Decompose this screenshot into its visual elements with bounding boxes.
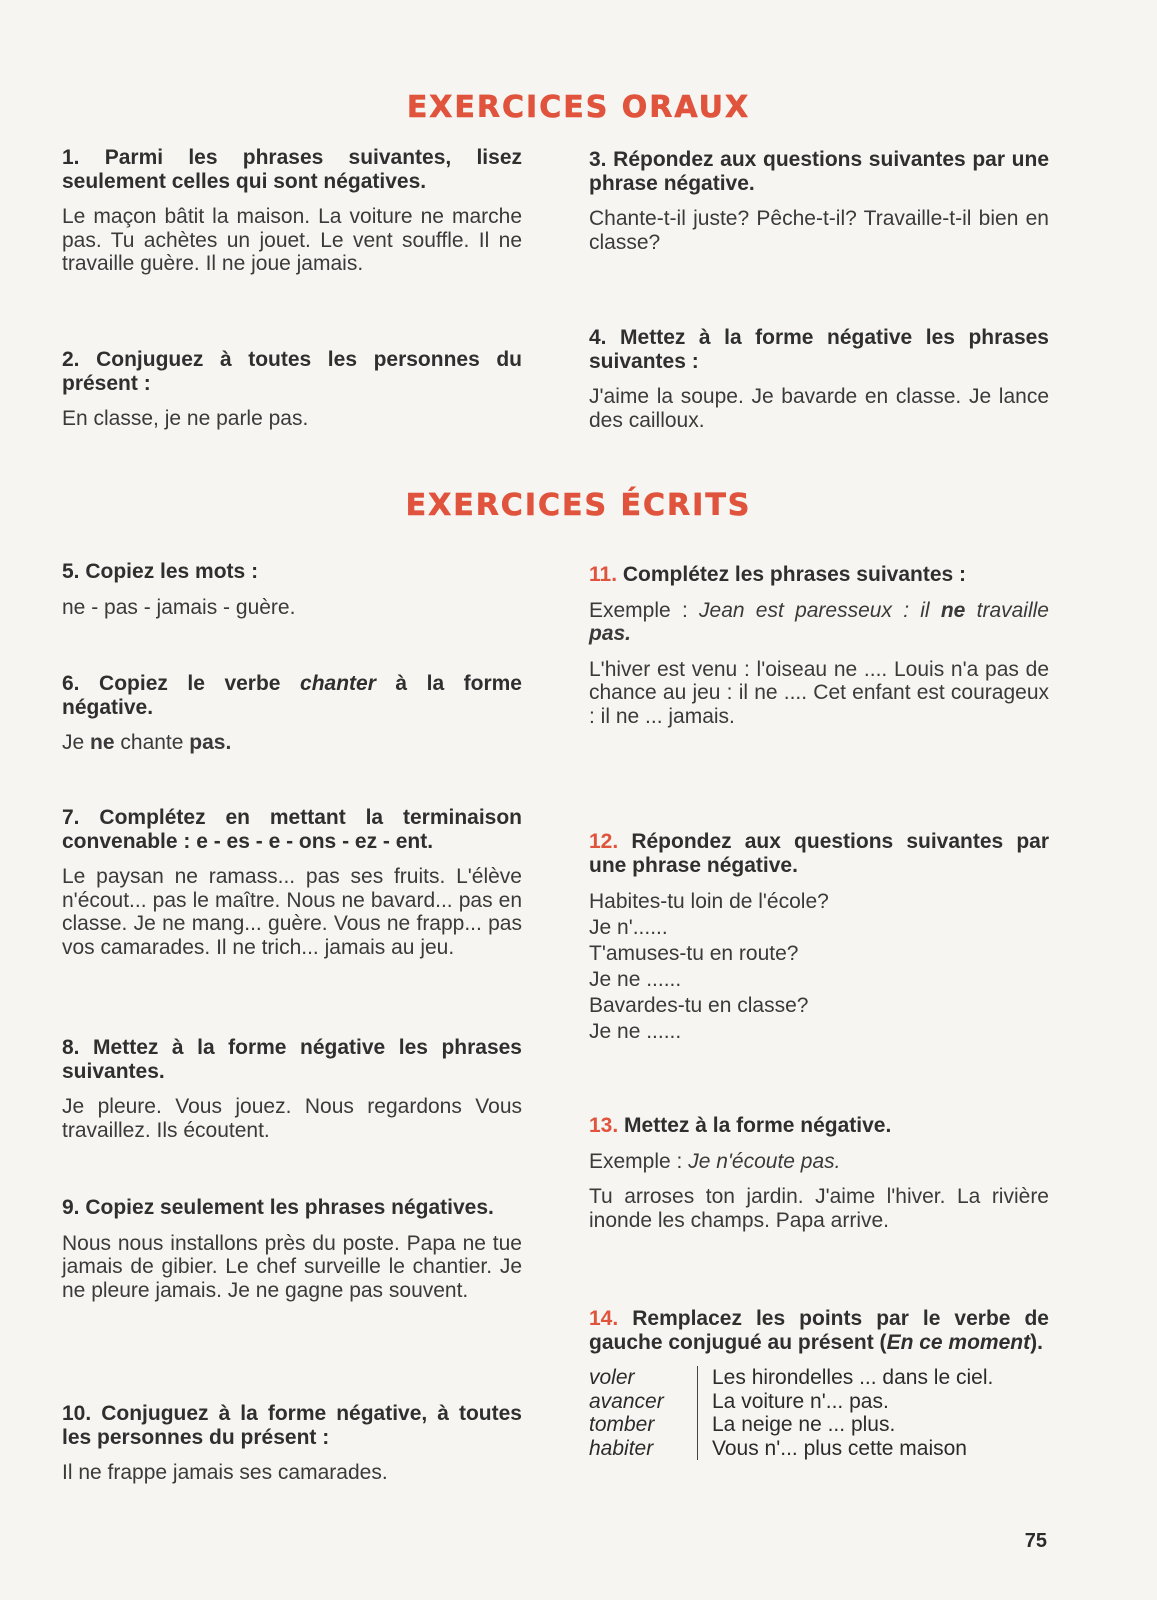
exercise-title: 1. Parmi les phrases suivantes, lisez seulement celles qui sont négatives. xyxy=(62,146,522,193)
exercise-10 xyxy=(62,1402,522,1497)
list-item: Je n'...... xyxy=(589,916,668,939)
exercise-3 xyxy=(589,148,1049,266)
exercise-body: Il ne frappe jamais ses camarades. xyxy=(62,1461,388,1484)
exercise-body: Chante-t-il juste? Pêche-t-il? Travaille-t-il bien en classe? xyxy=(589,207,1049,254)
exercise-example: Exemple : Je n'écoute pas. xyxy=(589,1149,841,1173)
exercise-title: 6. Copiez le verbe chanter à la forme négative. xyxy=(62,672,522,719)
verb-item: habiter xyxy=(589,1436,654,1460)
exercise-example: Exemple : Jean est paresseux : il ne travaille pas. xyxy=(589,598,1049,645)
sentence-item: Vous n'... plus cette maison xyxy=(712,1436,967,1460)
heading-exercices-ecrits: EXERCICES ÉCRITS xyxy=(405,488,752,523)
exercise-title: 2. Conjuguez à toutes les personnes du présent : xyxy=(62,348,522,395)
exercise-title: 4. Mettez à la forme négative les phrases suivantes : xyxy=(589,326,1049,373)
exercise-11 xyxy=(589,563,1049,740)
verb-item: tomber xyxy=(589,1413,655,1436)
exercise-body: ne - pas - jamais - guère. xyxy=(62,595,296,619)
list-item: Bavardes-tu en classe? xyxy=(589,994,809,1017)
page-number: 75 xyxy=(1024,1530,1047,1552)
exercise-14 xyxy=(589,1307,1049,1460)
exercise-body: Le maçon bâtit la maison. La voiture ne marche pas. Tu achètes un jouet. Le vent souffle. Il ne travaille guère. Il ne joue jamais. xyxy=(62,205,522,275)
exercise-body: En classe, je ne parle pas. xyxy=(62,407,309,430)
exercise-7 xyxy=(62,806,522,971)
exercise-13 xyxy=(589,1114,1049,1244)
exercise-5 xyxy=(62,560,522,631)
list-item: Habites-tu loin de l'école? xyxy=(589,890,829,913)
exercise-title: 7. Complétez en mettant la terminaison convenable : e - es - e - ons - ez - ent. xyxy=(62,806,522,853)
exercise-body: Tu arroses ton jardin. J'aime l'hiver. La rivière inonde les champs. Papa arrive. xyxy=(589,1185,1049,1232)
heading-exercices-oraux: EXERCICES ORAUX xyxy=(406,90,751,125)
sentence-column xyxy=(698,1366,993,1460)
exercise-title: 13. Mettez à la forme négative. xyxy=(589,1114,892,1137)
list-item: T'amuses-tu en route? xyxy=(589,942,799,965)
sentence-item: La voiture n'... pas. xyxy=(712,1389,889,1413)
exercise-2 xyxy=(62,348,522,443)
exercise-body: Je pleure. Vous jouez. Nous regardons Vous travaillez. Ils écoutent. xyxy=(62,1095,522,1142)
exercise-4 xyxy=(589,326,1049,444)
list-item: Je ne ...... xyxy=(589,1020,682,1043)
exercise-body: Le paysan ne ramass... pas ses fruits. L'élève n'écout... pas le maître. Nous ne bavard... pas en classe. Je ne mang... guère. Vous ne frapp... pas vos camarades. Il ne trich... jamais au jeu. xyxy=(62,865,522,959)
exercise-title: 5. Copiez les mots : xyxy=(62,560,259,583)
exercise-12 xyxy=(589,830,1049,1057)
exercise-title: 8. Mettez à la forme négative les phrases suivantes. xyxy=(62,1036,522,1083)
exercise-6 xyxy=(62,672,522,767)
exercise-1 xyxy=(62,146,522,288)
exercise-title: 10. Conjuguez à la forme négative, à toutes les personnes du présent : xyxy=(62,1402,522,1449)
verb-item: avancer xyxy=(589,1389,664,1413)
exercise-body: L'hiver est venu : l'oiseau ne .... Louis n'a pas de chance au jeu : il ne .... Cet enfant est courageux : il ne ... jamais. xyxy=(589,657,1049,728)
sentence-item: Les hirondelles ... dans le ciel. xyxy=(712,1366,994,1389)
sentence-item: La neige ne ... plus. xyxy=(712,1413,896,1436)
exercise-body xyxy=(589,889,1049,1045)
exercise-title: 14. Remplacez les points par le verbe de gauche conjugué au présent (En ce moment). xyxy=(589,1307,1049,1354)
exercise-8 xyxy=(62,1036,522,1154)
verb-item: voler xyxy=(589,1366,635,1389)
exercise-title: 3. Répondez aux questions suivantes par une phrase négative. xyxy=(589,148,1049,195)
exercise-body: J'aime la soupe. Je bavarde en classe. Je lance des cailloux. xyxy=(589,385,1049,432)
exercise-title: 12. Répondez aux questions suivantes par une phrase négative. xyxy=(589,830,1049,877)
exercise-title: 9. Copiez seulement les phrases négatives. xyxy=(62,1196,494,1219)
exercise-body: Je ne chante pas. xyxy=(62,731,232,754)
verb-table xyxy=(589,1366,1049,1460)
verb-column xyxy=(589,1366,698,1460)
list-item: Je ne ...... xyxy=(589,968,682,991)
exercise-9 xyxy=(62,1196,522,1314)
exercise-body: Nous nous installons près du poste. Papa ne tue jamais de gibier. Le chef surveille le chantier. Je ne pleure jamais. Je ne gagne pas souvent. xyxy=(62,1231,522,1302)
exercise-title: 11. Complétez les phrases suivantes : xyxy=(589,563,967,586)
